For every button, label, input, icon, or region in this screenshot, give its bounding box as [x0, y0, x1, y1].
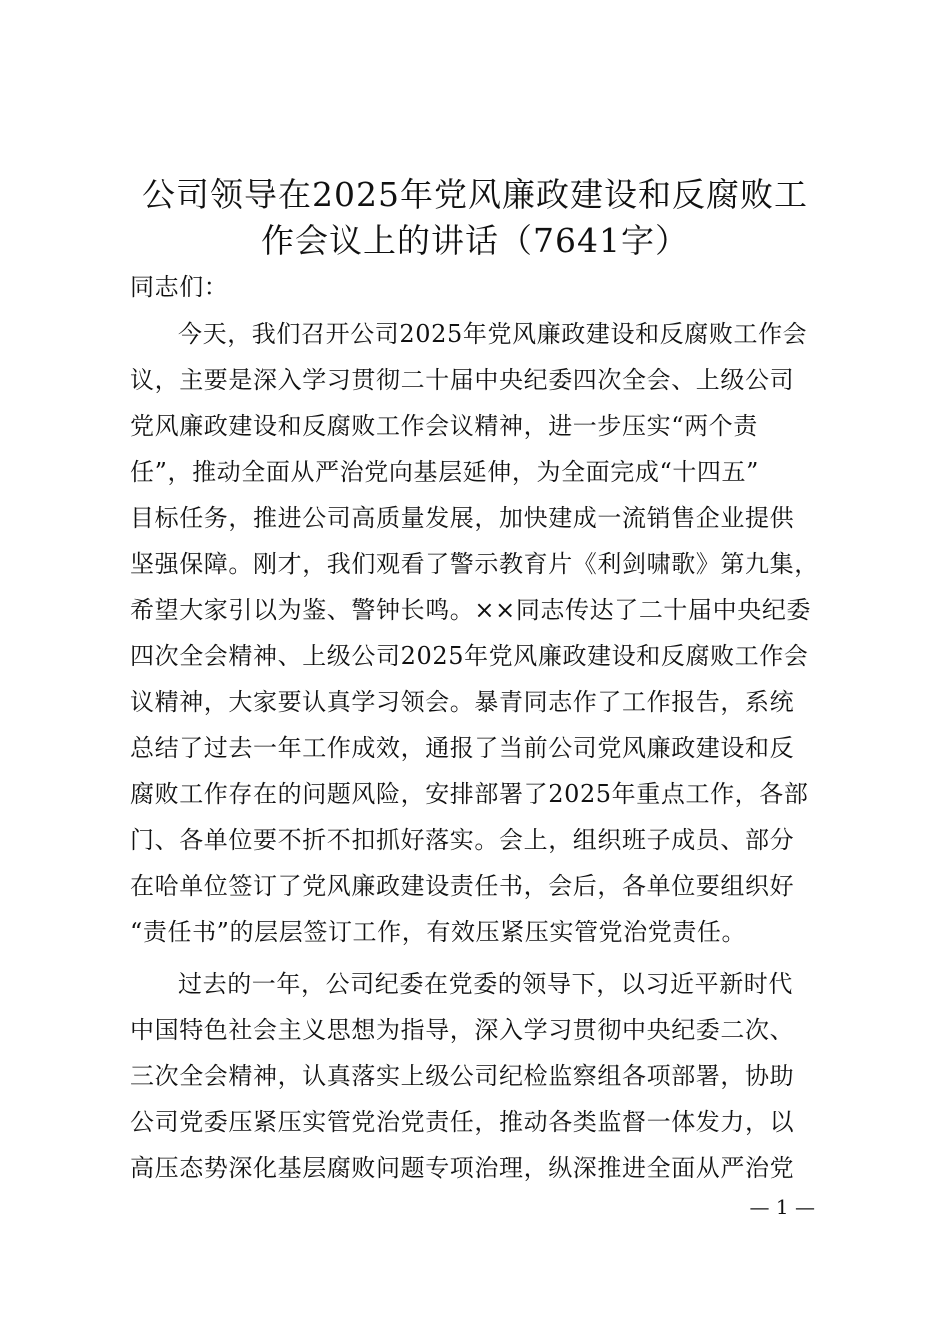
body-line: 门、各单位要不折不扣抓好落实。会上，组织班子成员、部分 — [130, 826, 795, 854]
body-line: 腐败工作存在的问题风险，安排部署了2025年重点工作，各部 — [130, 780, 809, 808]
body-line: 党风廉政建设和反腐败工作会议精神，进一步压实“两个责 — [130, 412, 758, 440]
page-number: — 1 — — [749, 1195, 815, 1219]
body-line: 公司党委压紧压实管党治党责任，推动各类监督一体发力，以 — [130, 1108, 795, 1136]
body-line: 任”，推动全面从严治党向基层延伸，为全面完成“十四五” — [130, 458, 760, 486]
body-line: 目标任务，推进公司高质量发展，加快建成一流销售企业提供 — [130, 504, 795, 532]
body-line: 中国特色社会主义思想为指导，深入学习贯彻中央纪委二次、 — [130, 1016, 795, 1044]
body-line: 过去的一年，公司纪委在党委的领导下，以习近平新时代 — [178, 970, 793, 998]
body-line: 四次全会精神、上级公司2025年党风廉政建设和反腐败工作会 — [130, 642, 809, 670]
document-title-line-1: 公司领导在2025年党风廉政建设和反腐败工 — [142, 175, 808, 214]
body-line: 议精神，大家要认真学习领会。暴青同志作了工作报告，系统 — [130, 688, 795, 716]
body-line: 在哈单位签订了党风廉政建设责任书，会后，各单位要组织好 — [130, 872, 795, 900]
body-line: 议，主要是深入学习贯彻二十届中央纪委四次全会、上级公司 — [130, 366, 795, 394]
body-line: 高压态势深化基层腐败问题专项治理，纵深推进全面从严治党 — [130, 1154, 795, 1182]
body-line: 坚强保障。刚才，我们观看了警示教育片《利剑啸歌》第九集， — [130, 550, 819, 578]
salutation: 同志们： — [130, 273, 229, 301]
body-line: 三次全会精神，认真落实上级公司纪检监察组各项部署，协助 — [130, 1062, 795, 1090]
document-title-line-2: 作会议上的讲话（7641字） — [261, 221, 689, 260]
body-line: “责任书”的层层签订工作，有效压紧压实管党治党责任。 — [130, 918, 747, 946]
body-line: 希望大家引以为鉴、警钟长鸣。××同志传达了二十届中央纪委 — [130, 596, 812, 624]
body-line: 总结了过去一年工作成效，通报了当前公司党风廉政建设和反 — [130, 734, 795, 762]
body-line: 今天，我们召开公司2025年党风廉政建设和反腐败工作会 — [178, 320, 808, 348]
